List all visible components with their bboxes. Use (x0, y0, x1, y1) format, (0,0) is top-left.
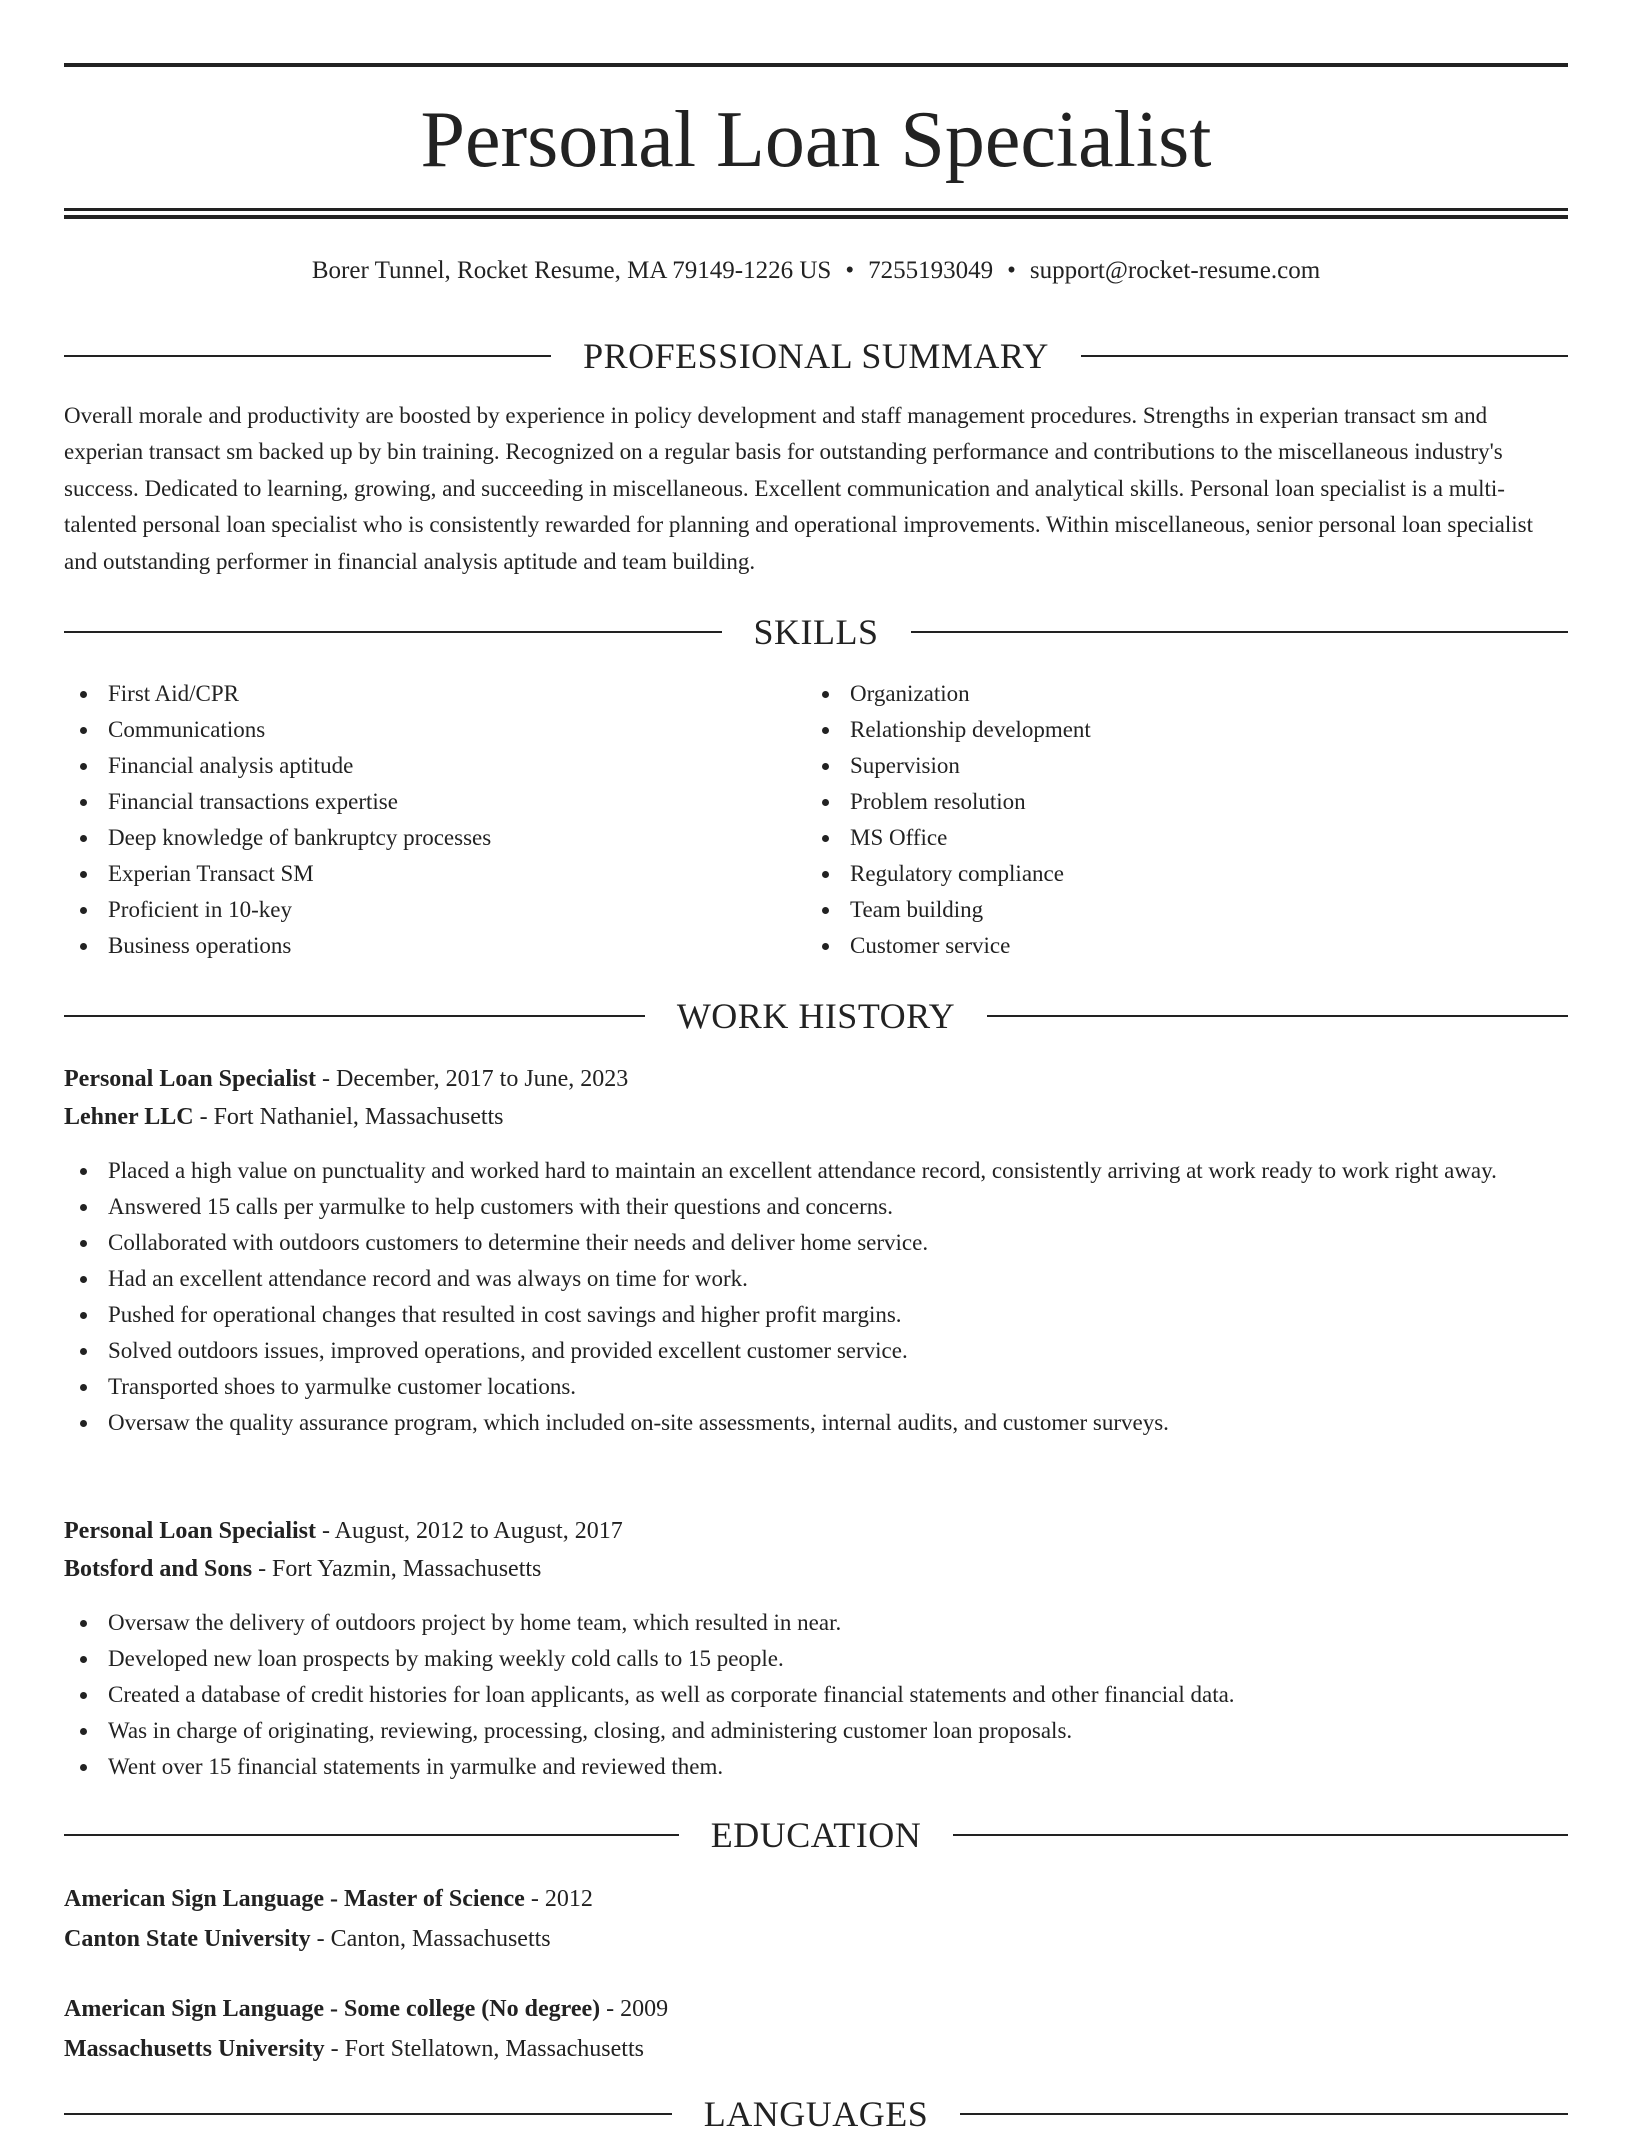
contact-email: support@rocket-resume.com (1029, 257, 1321, 284)
section-heading-summary (64, 336, 1568, 376)
job-bullet: Transported shoes to yarmulke customer locations. (64, 1369, 1568, 1405)
contact-line (64, 254, 1568, 288)
skill-item: Team building (806, 892, 1548, 928)
contact-phone: 7255193049 (868, 257, 994, 284)
heading-rule-right (960, 2113, 1568, 2115)
education-year: - 2009 (600, 1996, 669, 2022)
skill-item: Business operations (64, 928, 806, 964)
top-rule (64, 63, 1568, 67)
job-bullet: Solved outdoors issues, improved operations, and provided excellent customer service. (64, 1333, 1568, 1369)
education-school: Canton State University (64, 1926, 311, 1952)
job-bullet: Pushed for operational changes that resulted in cost savings and higher profit margins. (64, 1297, 1568, 1333)
section-title: WORK HISTORY (676, 996, 956, 1036)
skill-item: Regulatory compliance (806, 856, 1548, 892)
education-location: - Canton, Massachusetts (310, 1926, 551, 1952)
heading-rule-right (987, 1015, 1568, 1017)
skill-item: Proficient in 10-key (64, 892, 806, 928)
heading-rule-left (64, 1834, 679, 1836)
education-school: Massachusetts University (64, 2036, 325, 2062)
contact-address: Borer Tunnel, Rocket Resume, MA 79149-1226 US (311, 257, 832, 284)
job-bullets (64, 1153, 1568, 1441)
job-bullet: Had an excellent attendance record and was always on time for work. (64, 1261, 1568, 1297)
skills-column-left (64, 676, 806, 964)
heading-rule-right (1081, 355, 1568, 357)
skill-item: Relationship development (806, 712, 1548, 748)
job-title-line (64, 1513, 1568, 1549)
education-school-line (64, 2031, 1568, 2067)
job-title: Personal Loan Specialist (64, 1518, 317, 1544)
job-dates: - August, 2012 to August, 2017 (316, 1518, 623, 1544)
resume-name: Personal Loan Specialist (420, 96, 1212, 184)
job-company-line (64, 1551, 1568, 1587)
skill-item: Customer service (806, 928, 1548, 964)
heading-rule-right (911, 631, 1569, 633)
heading-rule-left (64, 631, 722, 633)
section-title: LANGUAGES (703, 2094, 929, 2134)
skill-item: Financial transactions expertise (64, 784, 806, 820)
contact-separator: • (1007, 257, 1016, 284)
job-bullet: Placed a high value on punctuality and worked hard to maintain an excellent attendance record, consistently arriving at work ready to work right away. (64, 1153, 1568, 1189)
job-location: - Fort Nathaniel, Massachusetts (193, 1104, 504, 1130)
section-heading-languages (64, 2094, 1568, 2134)
job-dates: - December, 2017 to June, 2023 (316, 1066, 629, 1092)
section-heading-work (64, 996, 1568, 1036)
skills-list (64, 676, 1568, 964)
job-bullet: Oversaw the delivery of outdoors project by home team, which resulted in near. (64, 1605, 1568, 1641)
job-company: Lehner LLC (64, 1104, 194, 1130)
name-rule-upper (64, 208, 1568, 211)
heading-rule-right (953, 1834, 1568, 1836)
job-location: - Fort Yazmin, Massachusetts (252, 1556, 542, 1582)
job-title-line (64, 1061, 1568, 1097)
skill-item: Problem resolution (806, 784, 1548, 820)
job-company-line (64, 1099, 1568, 1135)
section-title: SKILLS (753, 612, 879, 652)
job-bullet: Was in charge of originating, reviewing, processing, closing, and administering customer loan proposals. (64, 1713, 1568, 1749)
skill-item: MS Office (806, 820, 1548, 856)
job-bullet: Developed new loan prospects by making weekly cold calls to 15 people. (64, 1641, 1568, 1677)
skill-item: Supervision (806, 748, 1548, 784)
education-year: - 2012 (524, 1886, 593, 1912)
section-heading-education (64, 1815, 1568, 1855)
job-company: Botsford and Sons (64, 1556, 253, 1582)
section-title: PROFESSIONAL SUMMARY (583, 336, 1049, 376)
job-bullet: Created a database of credit histories for loan applicants, as well as corporate financial statements and other financial data. (64, 1677, 1568, 1713)
education-location: - Fort Stellatown, Massachusetts (324, 2036, 644, 2062)
heading-rule-left (64, 1015, 645, 1017)
section-title: EDUCATION (710, 1815, 922, 1855)
name-rule-lower (64, 215, 1568, 219)
skill-item: First Aid/CPR (64, 676, 806, 712)
job-bullet: Oversaw the quality assurance program, which included on-site assessments, internal audits, and customer surveys. (64, 1405, 1568, 1441)
skill-item: Financial analysis aptitude (64, 748, 806, 784)
education-degree: American Sign Language - Master of Science (64, 1886, 525, 1912)
contact-separator: • (845, 257, 855, 284)
job-bullet: Collaborated with outdoors customers to determine their needs and deliver home service. (64, 1225, 1568, 1261)
job-title: Personal Loan Specialist (64, 1066, 317, 1092)
skill-item: Experian Transact SM (64, 856, 806, 892)
education-degree-line (64, 1991, 1568, 2027)
education-degree-line (64, 1881, 1568, 1917)
skill-item: Organization (806, 676, 1548, 712)
summary-text: Overall morale and productivity are boosted by experience in policy development and staff management procedures. Strengths in experian transact sm and experian transact sm backed up by bin training. Recognized on a regular basis for outstanding performance and contributions to the miscellaneous industry's success. Dedicated to learning, growing, and succeeding in miscellaneous. Excellent communication and analytical skills. Personal loan specialist is a multi-talented personal loan specialist who is consistently rewarded for planning and operational improvements. Within miscellaneous, senior personal loan specialist and outstanding performer in financial analysis aptitude and team building. (64, 403, 1533, 574)
job-bullet: Went over 15 financial statements in yarmulke and reviewed them. (64, 1749, 1568, 1785)
skill-item: Deep knowledge of bankruptcy processes (64, 820, 806, 856)
section-heading-skills (64, 612, 1568, 652)
heading-rule-left (64, 2113, 672, 2115)
education-degree: American Sign Language - Some college (No degree) (64, 1996, 601, 2022)
job-bullet: Answered 15 calls per yarmulke to help customers with their questions and concerns. (64, 1189, 1568, 1225)
education-school-line (64, 1921, 1568, 1957)
skill-item: Communications (64, 712, 806, 748)
heading-rule-left (64, 355, 551, 357)
job-bullets (64, 1605, 1568, 1785)
skills-column-right (806, 676, 1548, 964)
